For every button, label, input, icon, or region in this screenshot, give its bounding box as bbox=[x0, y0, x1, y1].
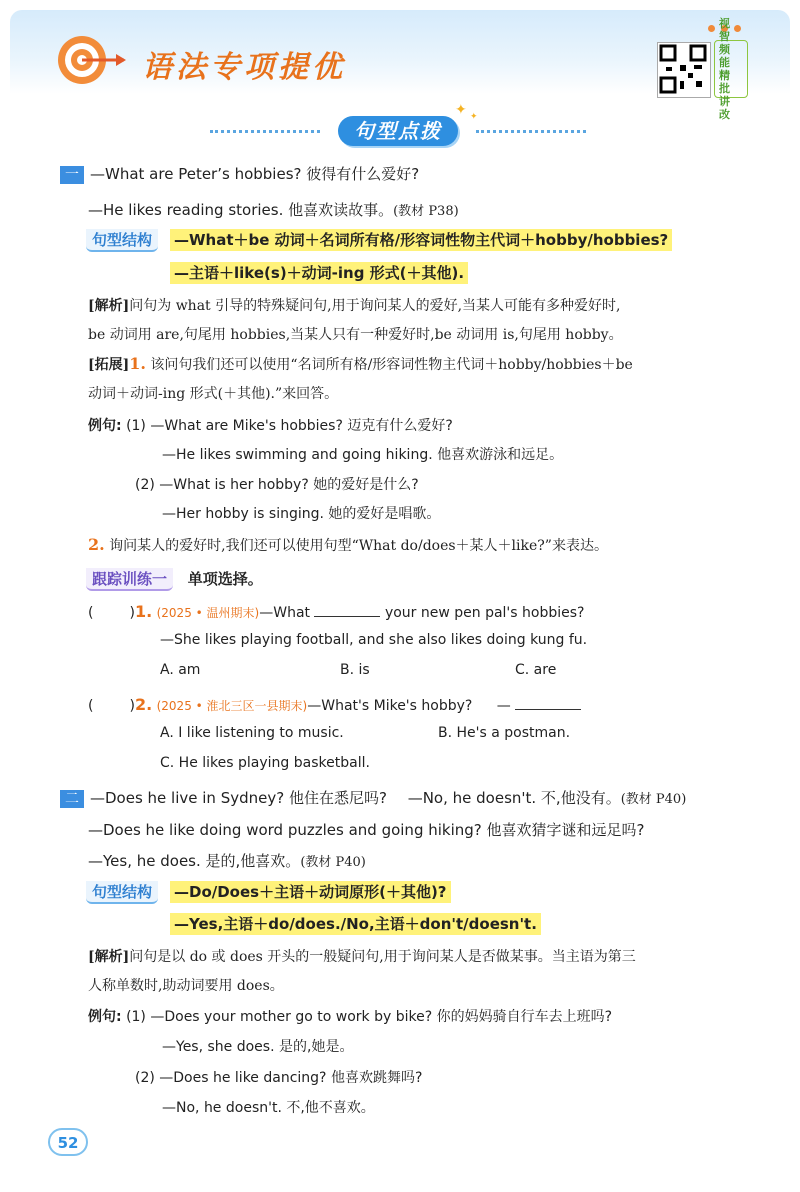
question-2[interactable]: ( )2. (2025 • 淮北三区一县期末)—What's Mike's hobby? — bbox=[88, 695, 581, 714]
q2-option-b[interactable]: B. He's a postman. bbox=[438, 725, 571, 741]
s1-answer: —He likes reading stories. 他喜欢读故事。(教材 P38) bbox=[88, 201, 459, 219]
s1-structure-2: —主语＋like(s)＋动词-ing 形式(＋其他). bbox=[170, 262, 468, 283]
dotted-line-left bbox=[210, 130, 320, 133]
star-icon: ✦ bbox=[470, 112, 478, 122]
s1-structure-1: —What＋be 动词＋名词所有格/形容词性物主代词＋hobby/hobbies? bbox=[170, 229, 672, 250]
q1-option-c[interactable]: C. are bbox=[515, 662, 557, 678]
qr-code[interactable] bbox=[657, 42, 711, 98]
page-title: 语法专项提优 bbox=[142, 50, 346, 85]
s2-answer: —Yes, he does. 是的,他喜欢。(教材 P40) bbox=[88, 852, 366, 870]
s2-example-1-answer: —Yes, she does. 是的,她是。 bbox=[162, 1039, 354, 1055]
s1-question: 一 —What are Peter’s hobbies? 彼得有什么爱好? bbox=[60, 163, 419, 184]
answer-blank[interactable] bbox=[515, 697, 581, 710]
page-number: 52 bbox=[48, 1128, 88, 1156]
s2-structure-2: —Yes,主语＋do/does./No,主语＋don't/doesn't. bbox=[170, 913, 541, 934]
smart-lecture-label: 视 智 频 能 精 批 讲 改 bbox=[714, 40, 748, 98]
s1-extension-line-1: [拓展]1. 该问句我们还可以使用“名词所有格/形容词性物主代词＋hobby/hobbies＋be bbox=[88, 354, 633, 373]
section-title: 句型点拨 bbox=[338, 116, 458, 146]
s1-analysis-line-2: be 动词用 are,句尾用 hobbies,当某人只有一种爱好时,be 动词用 is,句尾用 hobby。 bbox=[88, 327, 623, 343]
s2-analysis-line-1: [解析]问句是以 do 或 does 开头的一般疑问句,用于询问某人是否做某事。当主语为第三 bbox=[88, 949, 636, 965]
s1-example-2-answer: —Her hobby is singing. 她的爱好是唱歌。 bbox=[162, 506, 441, 522]
s2-question-2: —Does he like doing word puzzles and going hiking? 他喜欢猜字谜和远足吗? bbox=[88, 821, 645, 839]
s1-example-2-question: (2) —What is her hobby? 她的爱好是什么? bbox=[135, 477, 419, 493]
s1-analysis-line-1: [解析]问句为 what 引导的特殊疑问句,用于询问某人的爱好,当某人可能有多种爱好时, bbox=[88, 298, 621, 314]
section-number-badge: 二 bbox=[60, 790, 84, 808]
s1-example-1-question: 例句: (1) —What are Mike's hobbies? 迈克有什么爱好? bbox=[88, 418, 453, 434]
question-1-line-2: —She likes playing football, and she also likes doing kung fu. bbox=[160, 632, 588, 648]
q2-option-a[interactable]: A. I like listening to music. bbox=[160, 725, 344, 741]
answer-blank[interactable] bbox=[314, 604, 380, 617]
s1-extension-2: 2. 询问某人的爱好时,我们还可以使用句型“What do/does＋某人＋like?”来表达。 bbox=[88, 535, 608, 554]
target-icon bbox=[56, 30, 128, 90]
q2-option-c[interactable]: C. He likes playing basketball. bbox=[160, 755, 370, 771]
section-banner bbox=[210, 116, 590, 146]
s2-example-2-question: (2) —Does he like dancing? 他喜欢跳舞吗? bbox=[135, 1070, 423, 1086]
star-icon: ✦ bbox=[455, 102, 467, 118]
s1-extension-line-2: 动词＋动词-ing 形式(＋其他).”来回答。 bbox=[88, 386, 339, 402]
s2-question: 二 —Does he live in Sydney? 他住在悉尼吗? —No, he doesn't. 不,他没有。(教材 P40) bbox=[60, 787, 686, 808]
q1-option-a[interactable]: A. am bbox=[160, 662, 201, 678]
s2-example-2-answer: —No, he doesn't. 不,他不喜欢。 bbox=[162, 1100, 375, 1116]
practice-header: 跟踪训练一 单项选择。 bbox=[86, 568, 263, 591]
s2-analysis-line-2: 人称单数时,助动词要用 does。 bbox=[88, 978, 284, 994]
s2-structure-1: —Do/Does＋主语＋动词原形(＋其他)? bbox=[170, 881, 451, 902]
s1-structure-label: 句型结构 bbox=[86, 229, 158, 252]
question-1[interactable]: ( )1. (2025 • 温州期末)—What your new pen pal's hobbies? bbox=[88, 602, 585, 621]
q1-option-b[interactable]: B. is bbox=[340, 662, 370, 678]
s2-example-1-question: 例句: (1) —Does your mother go to work by bike? 你的妈妈骑自行车去上班吗? bbox=[88, 1009, 613, 1025]
s2-structure-label: 句型结构 bbox=[86, 881, 158, 904]
s1-example-1-answer: —He likes swimming and going hiking. 他喜欢游泳和远足。 bbox=[162, 447, 564, 463]
section-number-badge: 一 bbox=[60, 166, 84, 184]
dotted-line-right bbox=[476, 130, 586, 133]
